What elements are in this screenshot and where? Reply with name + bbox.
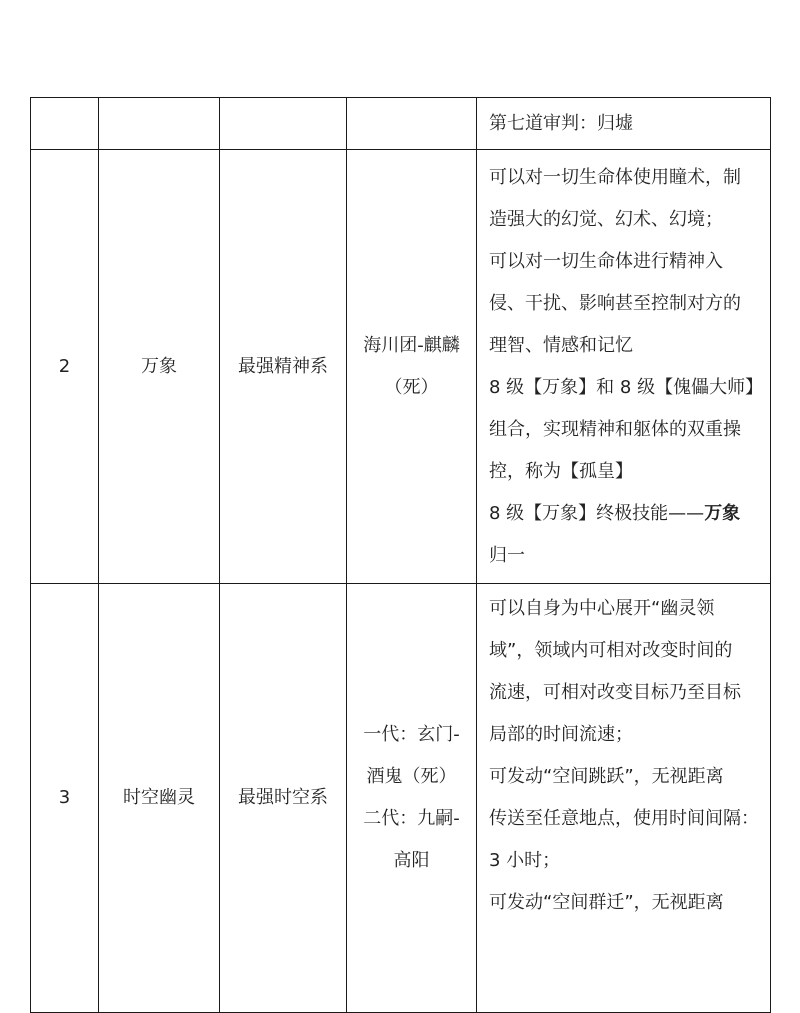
- cell-name: [99, 98, 220, 150]
- table-row: [31, 98, 771, 150]
- cell-description: [477, 584, 771, 1013]
- description-line: 可发动“空间群迁”，无视距离: [489, 892, 724, 913]
- description-line: 归一: [489, 544, 525, 566]
- cell-number: [31, 98, 99, 150]
- owner-line: 一代：玄门-: [363, 724, 460, 745]
- cell-owner: [347, 150, 477, 584]
- description-line: 域”，领域内可相对改变时间的: [489, 640, 733, 661]
- table-row: [31, 584, 771, 1013]
- owner-line: 海川团-麒麟: [363, 334, 460, 356]
- table-row: [31, 150, 771, 584]
- description-line: 3 小时；: [489, 850, 561, 871]
- owner-line: （死）: [384, 376, 439, 398]
- description-line: 可以自身为中心展开“幽灵领: [489, 598, 715, 619]
- cell-number: 2: [31, 150, 99, 584]
- owner-line: 酒鬼（死）: [366, 766, 457, 787]
- description-text: 8 级【万象】终极技能——: [489, 502, 705, 524]
- description-line: 组合，实现精神和躯体的双重操: [489, 418, 741, 440]
- cell-description: [477, 98, 771, 150]
- cell-number: 3: [31, 584, 99, 1013]
- description-line: 控，称为【孤皇】: [489, 460, 633, 482]
- cell-name: 万象: [99, 150, 220, 584]
- cell-type: 最强时空系: [220, 584, 347, 1013]
- description-line: 造强大的幻觉、幻术、幻境；: [489, 208, 723, 230]
- description-line: 侵、干扰、影响甚至控制对方的: [489, 292, 741, 314]
- description-line: 可以对一切生命体使用瞳术，制: [489, 166, 741, 188]
- description-line: 理智、情感和记忆: [489, 334, 633, 356]
- cell-name: 时空幽灵: [99, 584, 220, 1013]
- description-line: 流速，可相对改变目标乃至目标: [489, 682, 741, 703]
- cell-type: 最强精神系: [220, 150, 347, 584]
- description-line: 局部的时间流速；: [489, 724, 633, 745]
- description-line: 可发动“空间跳跃”，无视距离: [489, 766, 724, 787]
- description-line: 可以对一切生命体进行精神入: [489, 250, 723, 272]
- description-bold-text: 万象: [704, 502, 741, 524]
- description-line: 传送至任意地点，使用时间间隔：: [489, 808, 759, 829]
- cell-type: [220, 98, 347, 150]
- description-line: [489, 493, 758, 535]
- skills-table: [30, 97, 771, 1013]
- owner-line: 高阳: [393, 850, 430, 871]
- cell-owner: [347, 584, 477, 1013]
- description-line: 8 级【万象】和 8 级【傀儡大师】: [489, 376, 764, 398]
- owner-line: 二代：九嗣-: [363, 808, 460, 829]
- cell-description: [477, 150, 771, 584]
- description-line: 第七道审判：归墟: [489, 112, 633, 134]
- cell-owner: [347, 98, 477, 150]
